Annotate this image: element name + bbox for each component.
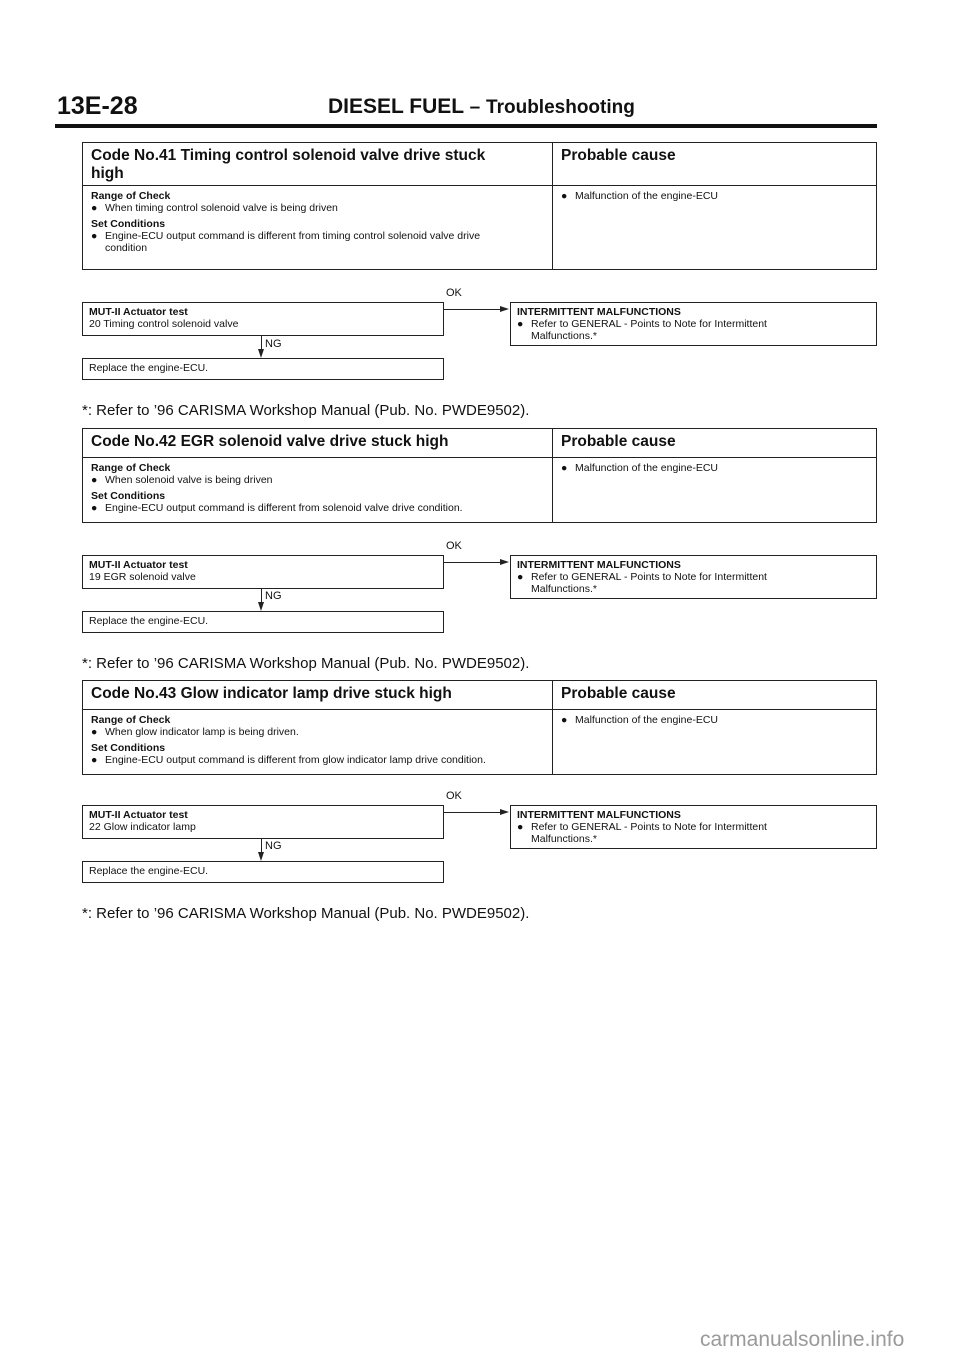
code-title: Code No.42 EGR solenoid valve drive stuck high: [83, 429, 553, 457]
footnote: *: Refer to ’96 CARISMA Workshop Manual (Pub. No. PWDE9502).: [82, 905, 530, 922]
code-title: Code No.43 Glow indicator lamp drive stuck high: [83, 681, 553, 709]
set-conditions-label: Set Conditions: [91, 218, 166, 230]
check-conditions: [83, 458, 553, 523]
code-table-header: [83, 143, 876, 186]
mut-item: 19 EGR solenoid valve: [89, 571, 196, 583]
set-conditions-label: Set Conditions: [91, 490, 166, 502]
ok-label: OK: [446, 790, 462, 802]
mut-actuator-test-box: [82, 302, 444, 336]
intermittent-malfunctions-box: [510, 302, 877, 346]
section-title: DIESEL FUEL: [328, 95, 464, 118]
header-rule: [55, 124, 877, 128]
ng-connector-line: [261, 589, 262, 603]
ok-connector-line: [444, 562, 500, 563]
cause-item: ● Malfunction of the engine-ECU: [561, 714, 718, 726]
range-of-check-label: Range of Check: [91, 714, 171, 726]
replace-ecu-box: [82, 358, 444, 380]
mut-item: 20 Timing control solenoid valve: [89, 318, 239, 330]
ok-connector-line: [444, 812, 500, 813]
ng-arrow-icon: [258, 349, 264, 358]
ng-label: NG: [265, 590, 282, 602]
replace-text: Replace the engine-ECU.: [89, 615, 209, 627]
ok-label: OK: [446, 540, 462, 552]
footnote: *: Refer to ’96 CARISMA Workshop Manual (Pub. No. PWDE9502).: [82, 655, 530, 672]
title-dash: –: [469, 97, 481, 118]
range-item: ● When glow indicator lamp is being driven.: [91, 726, 299, 738]
page-title: [328, 95, 635, 119]
probable-cause-list: [553, 186, 876, 270]
mut-label: MUT-II Actuator test: [89, 559, 188, 571]
intermittent-malfunctions-box: [510, 805, 877, 849]
ok-arrow-icon: [500, 306, 509, 312]
ok-connector-line: [444, 309, 500, 310]
cause-item: ● Malfunction of the engine-ECU: [561, 462, 718, 474]
probable-cause-heading: Probable cause: [561, 433, 676, 450]
code-43-table: [82, 680, 877, 775]
cause-item: ● Malfunction of the engine-ECU: [561, 190, 718, 202]
code-table-body: [83, 458, 876, 523]
code-table-header: [83, 429, 876, 458]
probable-cause-list: [553, 458, 876, 523]
intermittent-item: ● Refer to GENERAL - Points to Note for Intermittent Malfunctions.*: [517, 821, 767, 845]
replace-text: Replace the engine-ECU.: [89, 362, 209, 374]
range-item: ● When timing control solenoid valve is being driven: [91, 202, 338, 214]
ng-connector-line: [261, 839, 262, 853]
watermark: carmanualsonline.info: [700, 1328, 905, 1351]
probable-cause-heading: Probable cause: [561, 685, 676, 702]
code-title: Code No.41 Timing control solenoid valve drive stuck high: [83, 143, 553, 185]
footnote: *: Refer to ’96 CARISMA Workshop Manual (Pub. No. PWDE9502).: [82, 402, 530, 419]
set-item: ● Engine-ECU output command is different from glow indicator lamp drive condition.: [91, 754, 486, 766]
replace-ecu-box: [82, 611, 444, 633]
intermittent-label: INTERMITTENT MALFUNCTIONS: [517, 306, 681, 318]
mut-label: MUT-II Actuator test: [89, 306, 188, 318]
intermittent-label: INTERMITTENT MALFUNCTIONS: [517, 809, 681, 821]
ng-label: NG: [265, 840, 282, 852]
intermittent-item: ● Refer to GENERAL - Points to Note for Intermittent Malfunctions.*: [517, 571, 767, 595]
code-table-body: [83, 710, 876, 775]
set-item: ● Engine-ECU output command is different from solenoid valve drive condition.: [91, 502, 463, 514]
section-subtitle: Troubleshooting: [486, 97, 635, 118]
probable-cause-heading: Probable cause: [561, 147, 676, 164]
ok-label: OK: [446, 287, 462, 299]
page-number: 13E-28: [57, 92, 138, 120]
mut-actuator-test-box: [82, 805, 444, 839]
replace-text: Replace the engine-ECU.: [89, 865, 209, 877]
check-conditions: [83, 186, 553, 270]
range-of-check-label: Range of Check: [91, 190, 171, 202]
ng-arrow-icon: [258, 602, 264, 611]
code-table-header: [83, 681, 876, 710]
check-conditions: [83, 710, 553, 775]
ng-connector-line: [261, 336, 262, 350]
code-table-body: [83, 186, 876, 270]
ok-arrow-icon: [500, 809, 509, 815]
set-item: ● Engine-ECU output command is different from timing control solenoid valve drive condition: [91, 230, 481, 254]
range-item: ● When solenoid valve is being driven: [91, 474, 273, 486]
code-42-table: [82, 428, 877, 523]
mut-actuator-test-box: [82, 555, 444, 589]
range-of-check-label: Range of Check: [91, 462, 171, 474]
mut-item: 22 Glow indicator lamp: [89, 821, 196, 833]
intermittent-item: ● Refer to GENERAL - Points to Note for Intermittent Malfunctions.*: [517, 318, 767, 342]
replace-ecu-box: [82, 861, 444, 883]
set-conditions-label: Set Conditions: [91, 742, 166, 754]
intermittent-label: INTERMITTENT MALFUNCTIONS: [517, 559, 681, 571]
ok-arrow-icon: [500, 559, 509, 565]
ng-label: NG: [265, 338, 282, 350]
probable-cause-list: [553, 710, 876, 775]
code-41-table: [82, 142, 877, 270]
mut-label: MUT-II Actuator test: [89, 809, 188, 821]
ng-arrow-icon: [258, 852, 264, 861]
intermittent-malfunctions-box: [510, 555, 877, 599]
